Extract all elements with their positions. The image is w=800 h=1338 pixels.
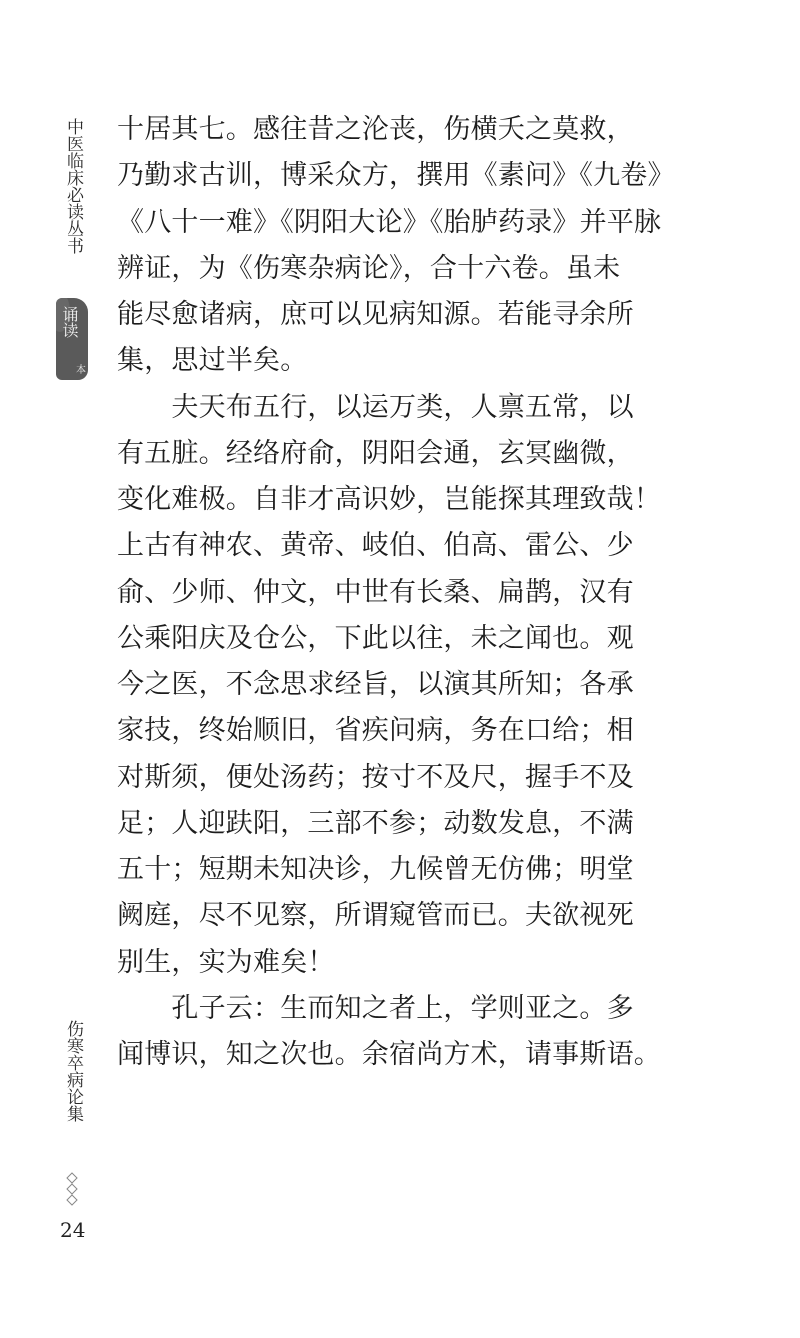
text-line: 上古有神农、黄帝、岐伯、伯高、雷公、少 <box>117 530 634 562</box>
text-line: 闻博识，知之次也。余宿尚方术，请事斯语。 <box>117 1039 661 1070</box>
text-line: 公乘阳庆及仓公，下此以往，未之闻也。观 <box>117 622 634 654</box>
diamond-ornament-icon <box>64 1172 80 1206</box>
seal-logo <box>56 298 88 380</box>
text-line: 夫天布五行，以运万类，人禀五常，以 <box>117 391 634 423</box>
text-line: 乃勤求古训，博采众方，撰用《素问》《九卷》 <box>117 160 675 192</box>
text-line: 家技，终始顺旧，省疾问病，务在口给；相 <box>117 715 634 747</box>
text-line: 对斯须，便处汤药；按寸不及尺，握手不及 <box>117 761 634 793</box>
series-title: 中医临床必读丛书 <box>63 118 83 254</box>
text-line: 十居其七。感往昔之沦丧，伤横夭之莫救， <box>117 114 634 145</box>
text-line: 孔子云：生而知之者上，学则亚之。多 <box>117 992 634 1024</box>
text-line: 阙庭，尽不见察，所谓窥管而已。夫欲视死 <box>117 900 634 932</box>
text-line: 今之医，不念思求经旨，以演其所知；各承 <box>117 669 634 700</box>
text-line: 变化难极。自非才高识妙，岂能探其理致哉！ <box>117 484 661 515</box>
text-line: 别生，实为难矣！ <box>117 946 335 978</box>
text-line: 《八十一难》《阴阳大论》《胎胪药录》并平脉 <box>117 206 662 238</box>
text-line: 俞、少师、仲文，中世有长桑、扁鹊，汉有 <box>117 576 634 608</box>
text-line: 辨证，为《伤寒杂病论》，合十六卷。虽未 <box>117 252 621 284</box>
seal-text: 诵读 <box>60 306 79 338</box>
book-title: 伤寒卒病论集 <box>63 1020 83 1122</box>
text-line: 有五脏。经络府俞，阴阳会通，玄冥幽微， <box>117 437 634 469</box>
text-line: 集，思过半矣。 <box>117 345 308 377</box>
text-line: 五十；短期未知决诊，九候曾无仿佛；明堂 <box>117 854 634 885</box>
text-line: 足；人迎趺阳，三部不参；动数发息，不满 <box>117 807 634 839</box>
seal-small-text: 本 <box>76 365 86 376</box>
body-text <box>117 107 675 1078</box>
text-line: 能尽愈诸病，庶可以见病知源。若能寻余所 <box>117 299 634 330</box>
page-number: 24 <box>60 1218 86 1242</box>
